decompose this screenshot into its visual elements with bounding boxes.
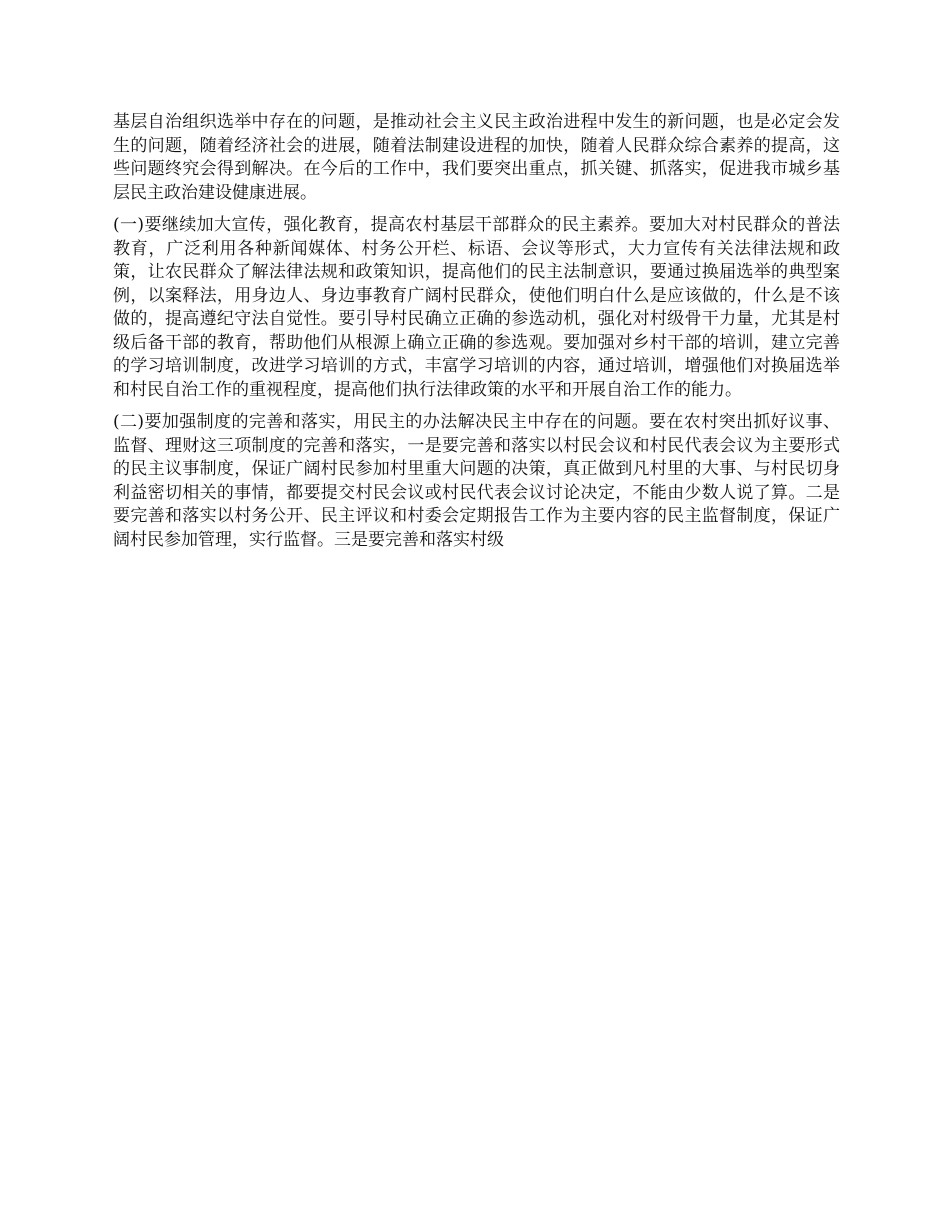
paragraph-intro: 基层自治组织选举中存在的问题，是推动社会主义民主政治进程中发生的新问题，也是必定会发生的问题，随着经济社会的进展，随着法制建设进程的加快，随着人民群众综合素养的提高，这些问题终究会得到解决。在今后的工作中，我们要突出重点，抓关键、抓落实，促进我市城乡基层民主政治建设健康进展。 bbox=[113, 112, 840, 203]
paragraph-section-one: (一)要继续加大宣传，强化教育，提高农村基层干部群众的民主素养。要加大对村民群众的普法教育，广泛利用各种新闻媒体、村务公开栏、标语、会议等形式，大力宣传有关法律法规和政策，让农民群众了解法律法规和政策知识，提高他们的民主法制意识，要通过换届选举的典型案例，以案释法，用身边人、身边事教育广阔村民群众，使他们明白什么是应该做的，什么是不该做的，提高遵纪守法自觉性。要引导村民确立正确的参选动机，强化对村级骨干力量，尤其是村级后备干部的教育，帮助他们从根源上确立正确的参选观。要加强对乡村干部的培训，建立完善的学习培训制度，改进学习培训的方式，丰富学习培训的内容，通过培训，增强他们对换届选举和村民自治工作的重视程度，提高他们执行法律政策的水平和开展自治工作的能力。 bbox=[113, 215, 840, 400]
document-body bbox=[113, 111, 840, 561]
paragraph-section-two: (二)要加强制度的完善和落实，用民主的办法解决民主中存在的问题。要在农村突出抓好议事、监督、理财这三项制度的完善和落实，一是要完善和落实以村民会议和村民代表会议为主要形式的民主议事制度，保证广阔村民参加村里重大问题的决策，真正做到凡村里的大事、与村民切身利益密切相关的事情，都要提交村民会议或村民代表会议讨论决定，不能由少数人说了算。二是要完善和落实以村务公开、民主评议和村委会定期报告工作为主要内容的民主监督制度，保证广阔村民参加管理，实行监督。三是要完善和落实村级 bbox=[113, 412, 840, 550]
